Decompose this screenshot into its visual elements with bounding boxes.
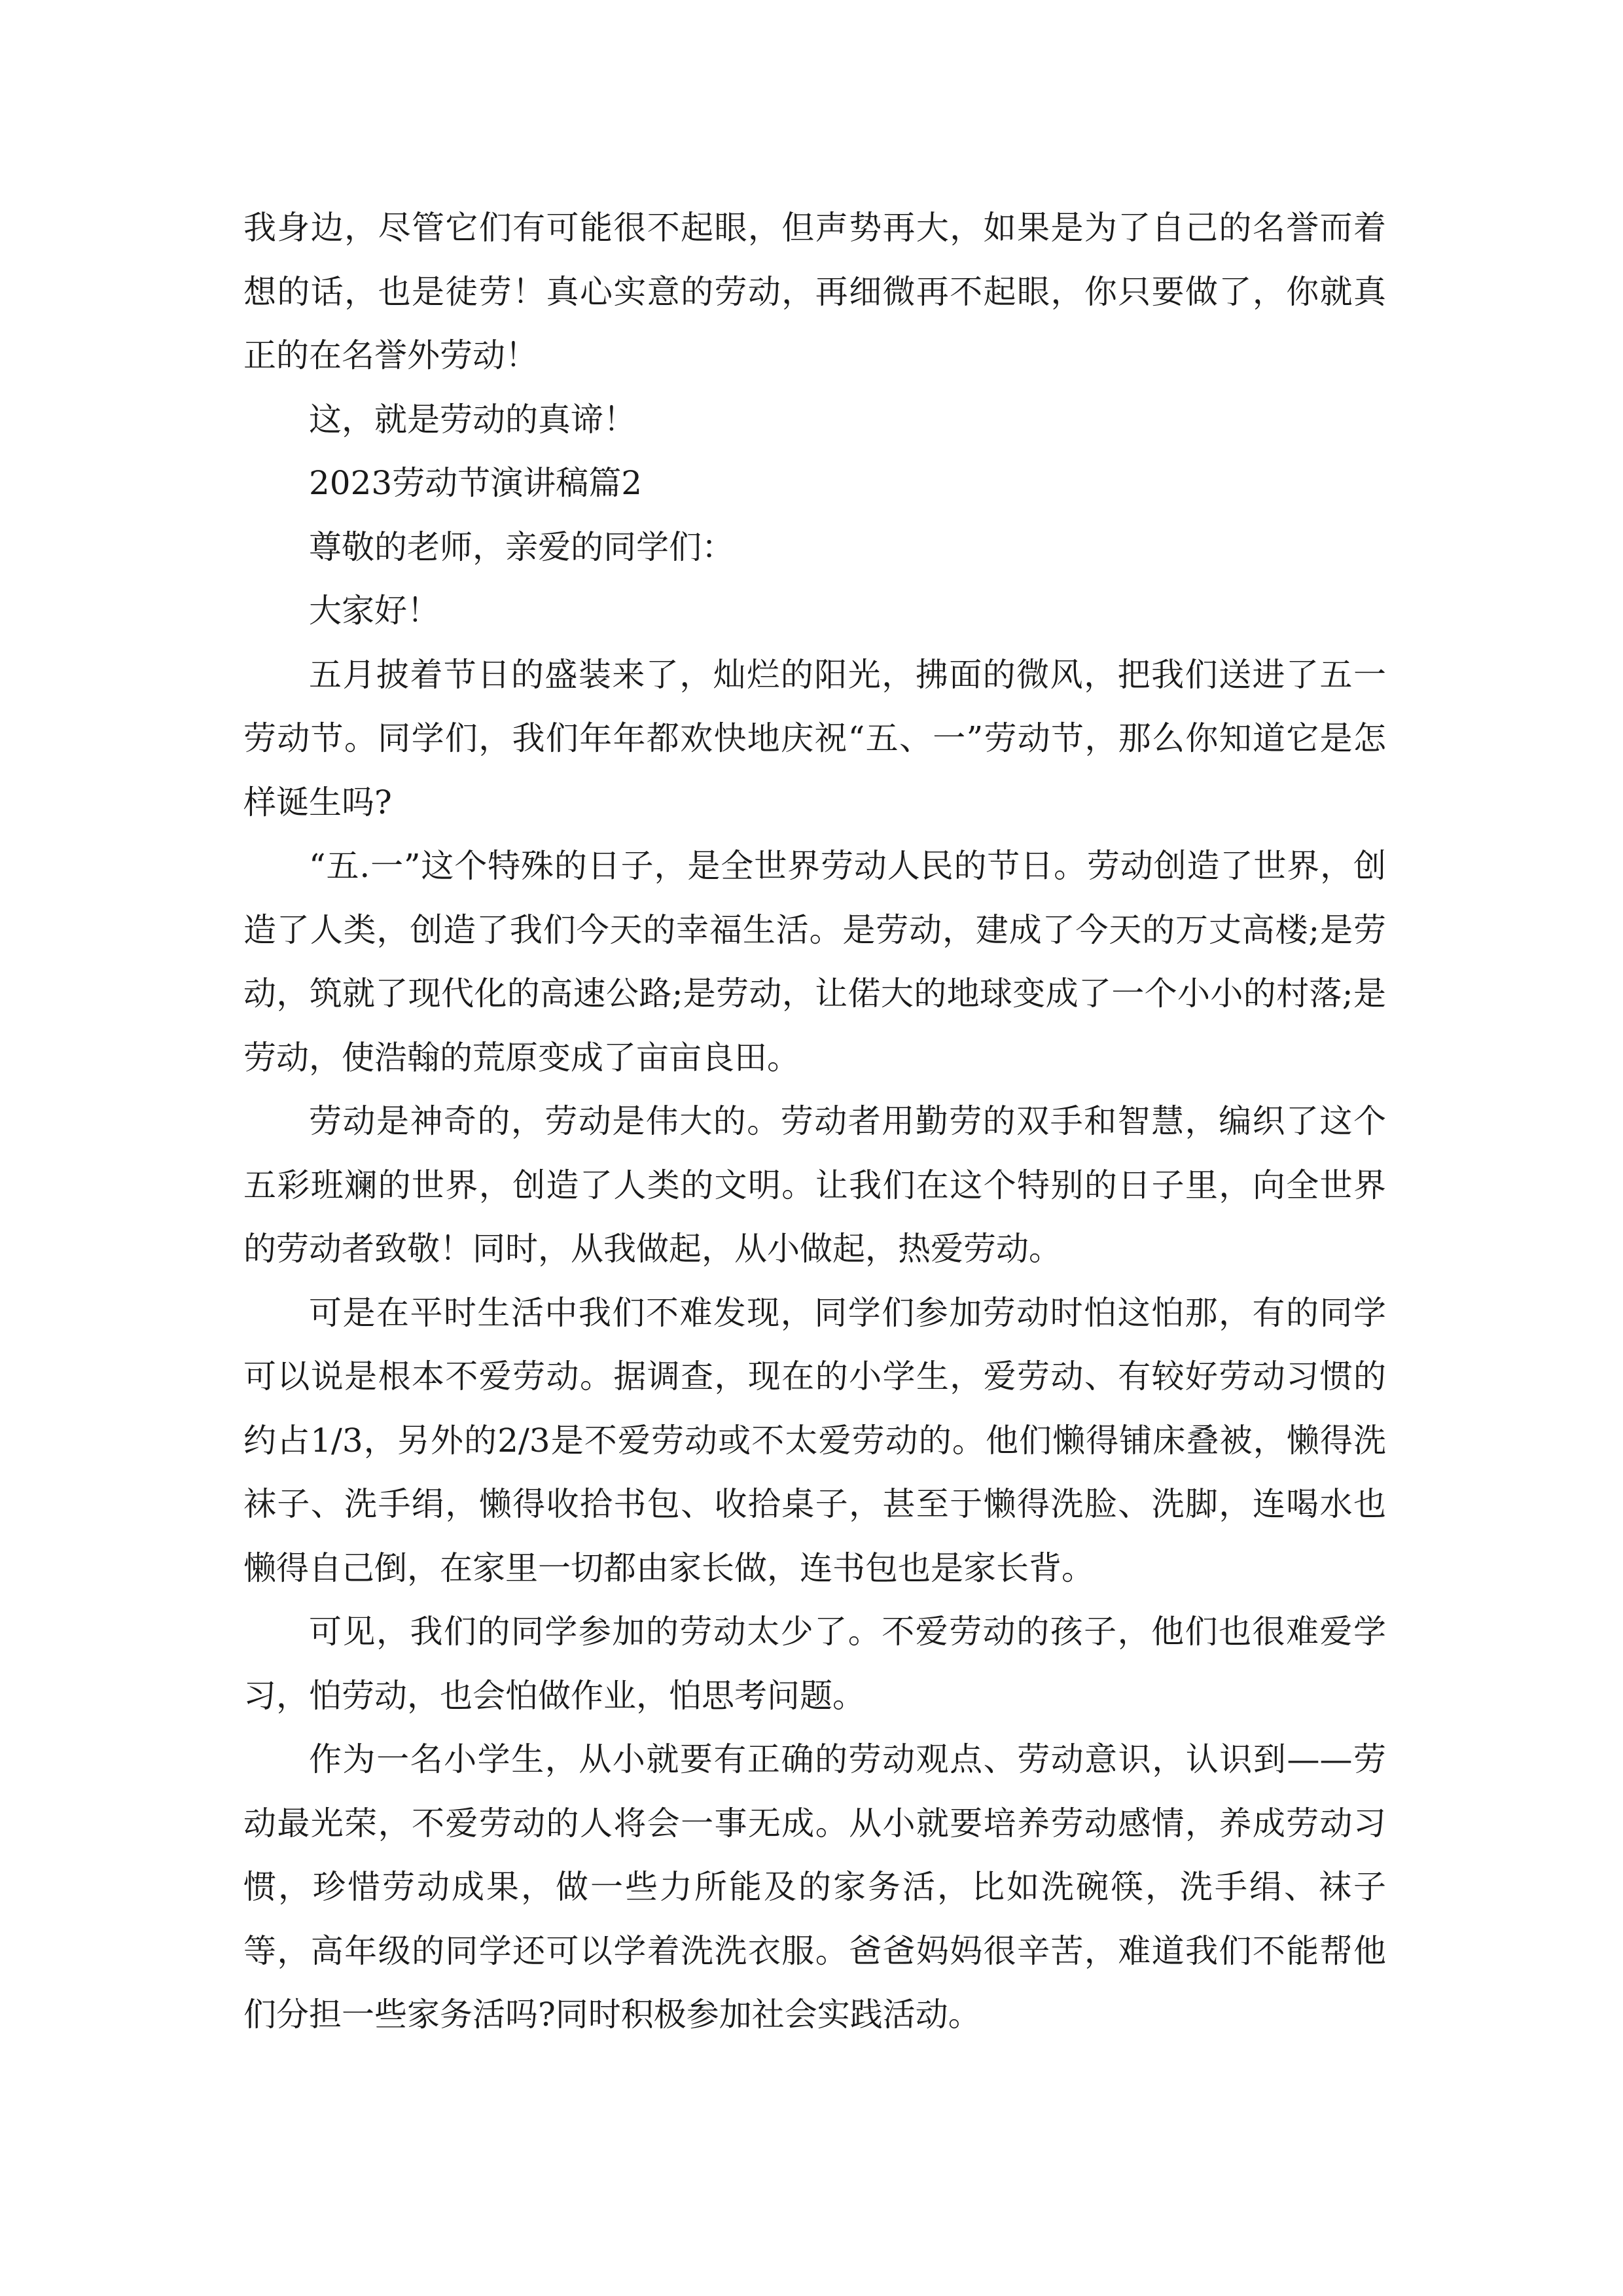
paragraph-continuation: 我身边，尽管它们有可能很不起眼，但声势再大，如果是为了自己的名誉而着想的话，也是徒劳！真心实意的劳动，再细微再不起眼，你只要做了，你就真正的在名誉外劳动！ xyxy=(243,209,1386,374)
paragraph-truth-of-labor: 这，就是劳动的真谛！ xyxy=(309,400,636,439)
section-heading: 2023劳动节演讲稿篇2 xyxy=(309,464,643,502)
greeting: 大家好！ xyxy=(309,592,440,630)
paragraph-labor-is-great: 劳动是神奇的，劳动是伟大的。劳动者用勤劳的双手和智慧，编织了这个五彩班斓的世界，创造了人类的文明。让我们在这个特别的日子里，向全世界的劳动者致敬！同时，从我做起，从小做起，热爱劳动。 xyxy=(243,1102,1386,1268)
paragraph-may-day-intro: 五月披着节日的盛装来了，灿烂的阳光，拂面的微风，把我们送进了五一劳动节。同学们，我们年年都欢快地庆祝“五、一”劳动节，那么你知道它是怎样诞生吗? xyxy=(243,655,1386,821)
paragraph-survey: 可是在平时生活中我们不难发现，同学们参加劳动时怕这怕那，有的同学可以说是根本不爱劳动。据调查，现在的小学生，爱劳动、有较好劳动习惯的约占1/3，另外的2/3是不爱劳动或不太爱劳动的。他们懒得铺床叠被，懒得洗袜子、洗手绢，懒得收拾书包、收拾桌子，甚至于懒得洗脸、洗脚，连喝水也懒得自己倒，在家里一切都由家长做，连书包也是家长背。 xyxy=(243,1293,1386,1587)
salutation: 尊敬的老师，亲爱的同学们： xyxy=(309,528,734,566)
document-body xyxy=(243,196,1386,2047)
paragraph-may-day-meaning: “五.一”这个特殊的日子，是全世界劳动人民的节日。劳动创造了世界，创造了人类，创造了我们今天的幸福生活。是劳动，建成了今天的万丈高楼;是劳动，筑就了现代化的高速公路;是劳动，让偌大的地球变成了一个小小的村落;是劳动，使浩翰的荒原变成了亩亩良田。 xyxy=(243,847,1386,1077)
paragraph-as-a-student: 作为一名小学生，从小就要有正确的劳动观点、劳动意识，认识到——劳动最光荣，不爱劳动的人将会一事无成。从小就要培养劳动感情，养成劳动习惯，珍惜劳动成果，做一些力所能及的家务活，比如洗碗筷，洗手绢、袜子等，高年级的同学还可以学着洗洗衣服。爸爸妈妈很辛苦，难道我们不能帮他们分担一些家务活吗?同时积极参加社会实践活动。 xyxy=(243,1740,1386,2034)
paragraph-too-little-labor: 可见，我们的同学参加的劳动太少了。不爱劳动的孩子，他们也很难爱学习，怕劳动，也会怕做作业，怕思考问题。 xyxy=(243,1613,1386,1715)
